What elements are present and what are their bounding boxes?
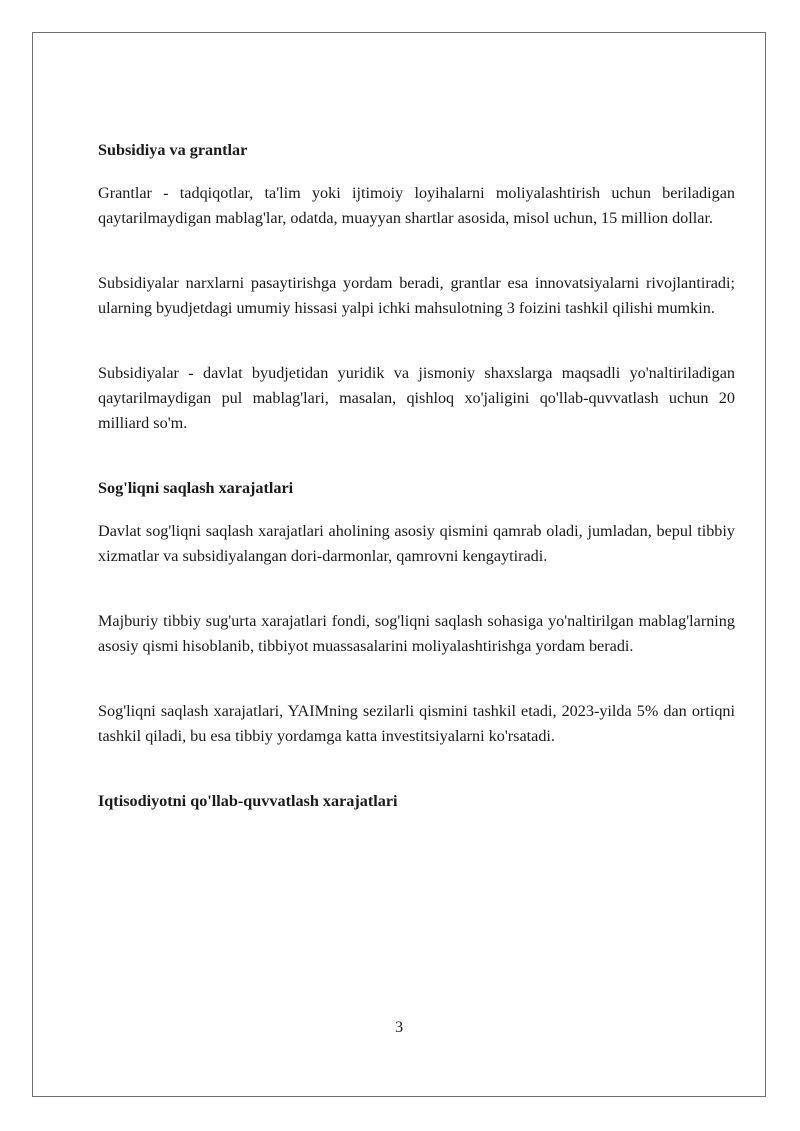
section-heading-healthcare: Sog'liqni saqlash xarajatlari <box>98 479 294 497</box>
section-heading-subsidies: Subsidiya va grantlar <box>98 141 248 159</box>
document-page <box>32 32 766 1097</box>
page-number: 3 <box>394 1018 404 1036</box>
paragraph-healthcare-coverage: Davlat sog'liqni saqlash xarajatlari aholining asosiy qismini qamrab oladi, jumladan, bepul tibbiy xizmatlar va subsidiyalangan dori-darmonlar, qamrovni kengaytiradi. <box>98 522 735 565</box>
paragraph-healthcare-gdp: Sog'liqni saqlash xarajatlari, YAIMning sezilarli qismini tashkil etadi, 2023-yilda 5% dan ortiqni tashkil qiladi, bu esa tibbiy yordamga katta investitsiyalarni ko'rsatadi. <box>98 702 735 745</box>
paragraph-grants: Grantlar - tadqiqotlar, ta'lim yoki ijtimoiy loyihalarni moliyalashtirish uchun beriladigan qaytarilmaydigan mablag'lar, odatda, muayyan shartlar asosida, misol uchun, 15 million dollar. <box>98 184 735 227</box>
paragraph-health-insurance: Majburiy tibbiy sug'urta xarajatlari fondi, sog'liqni saqlash sohasiga yo'naltirilgan mablag'larning asosiy qismi hisoblanib, tibbiyot muassasalarini moliyalashtirishga yordam beradi. <box>98 612 735 655</box>
paragraph-subsidies-definition: Subsidiyalar - davlat byudjetidan yuridik va jismoniy shaxslarga maqsadli yo'naltiriladigan qaytarilmaydigan pul mablag'lari, masalan, qishloq xo'jaligini qo'llab-quvvatlash uchun 20 milliard so'm. <box>98 364 735 432</box>
paragraph-subsidies-prices: Subsidiyalar narxlarni pasaytirishga yordam beradi, grantlar esa innovatsiyalarni rivojlantiradi; ularning byudjetdagi umumiy hissasi yalpi ichki mahsulotning 3 foizini tashkil qilishi mumkin. <box>98 274 735 317</box>
section-heading-economic-support: Iqtisodiyotni qo'llab-quvvatlash xarajatlari <box>98 792 398 810</box>
page-content <box>98 138 735 814</box>
